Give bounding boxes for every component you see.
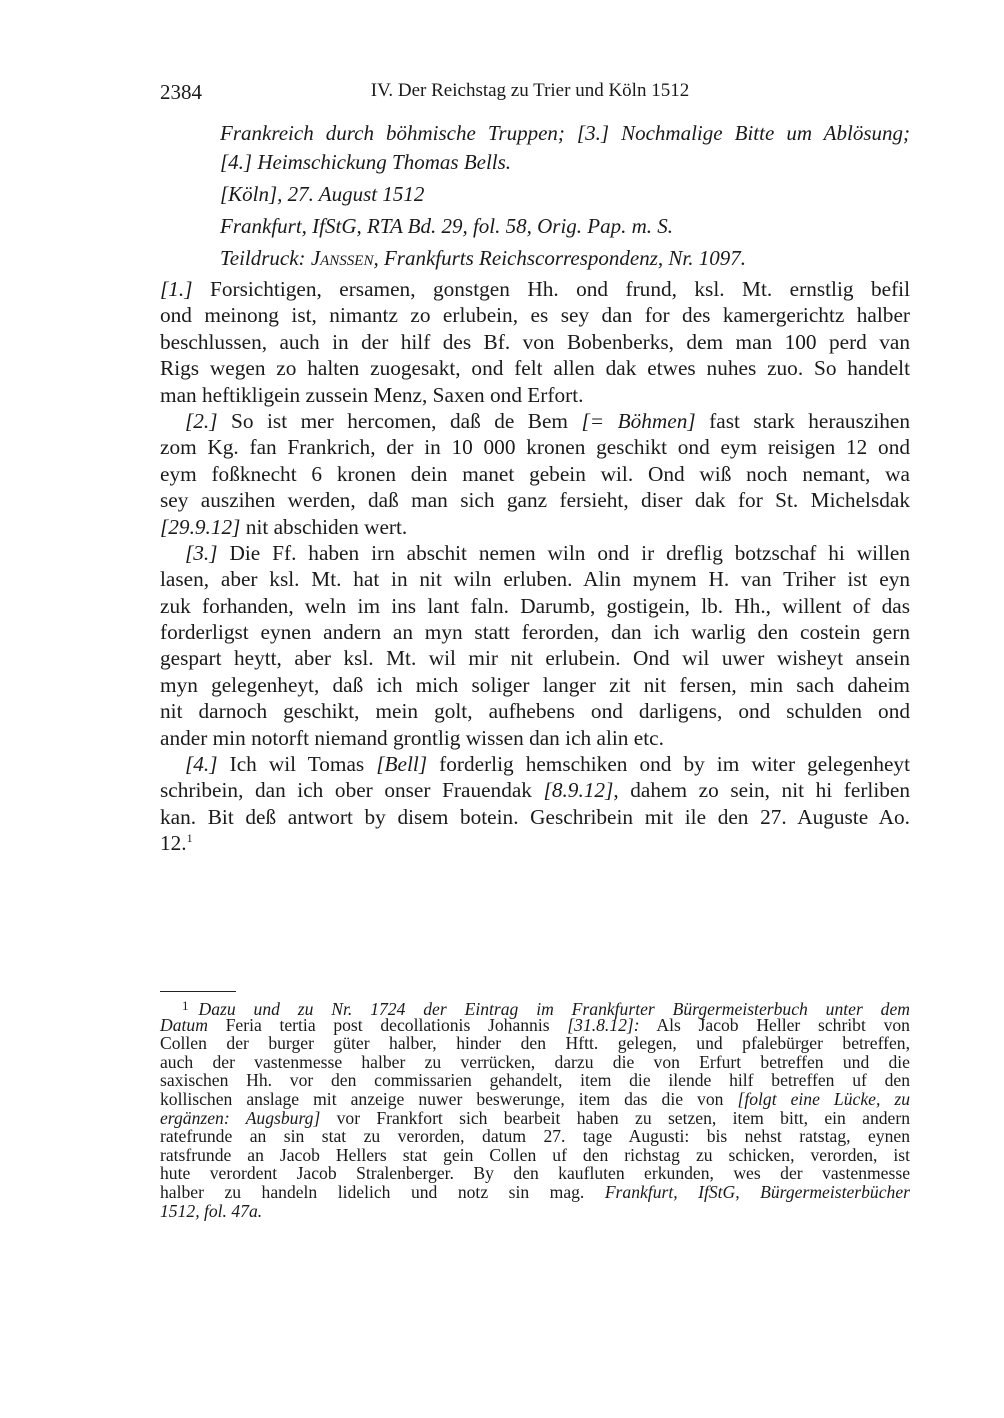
paragraph-line (160, 804, 910, 830)
text-segment: Janssen (310, 246, 374, 270)
document-heading (220, 120, 910, 274)
text-segment: Dazu und zu Nr. 1724 der Eintrag im Frankfurter Bürgermeisterbuch unter dem (198, 999, 910, 1019)
text-segment: auch der vastenmesse halber zu verrücken, darzu die von Erfurt betreffen und die (160, 1051, 910, 1072)
paragraph-line (160, 276, 910, 302)
text-segment: nit abschiden wert. (240, 514, 408, 539)
paragraph-line (160, 382, 910, 408)
text-segment: Feria tertia post decollationis Johannis (207, 1014, 568, 1035)
text-segment: ander min notorft niemand grontlig wissen dan ich alin etc. (160, 725, 664, 750)
text-segment: [3.] (185, 540, 218, 565)
text-segment: saxischen Hh. vor den commissarien gehandelt, item die ilende hilf betreffen uf den (160, 1070, 910, 1091)
text-segment: schribein, dan ich ober onser Frauendak (160, 778, 544, 803)
heading-line (220, 146, 910, 178)
text-segment: [= Böhmen] (581, 408, 696, 433)
paragraph-line (160, 725, 910, 751)
paragraph-line (160, 302, 910, 328)
paragraph-line (160, 461, 910, 487)
running-title: IV. Der Reichstag zu Trier und Köln 1512 (370, 80, 690, 101)
text-segment: [31.8.12]: (567, 1014, 640, 1035)
page-number: 2384 (160, 80, 202, 104)
footnote-line (160, 1146, 910, 1165)
text-segment: sey auszihen werden, daß man sich ganz fersieht, diser dak for St. Michelsdak (160, 488, 910, 513)
paragraph-line (160, 355, 910, 381)
paragraph-line (160, 777, 910, 803)
text-segment: Die Ff. haben irn abschit nemen wiln ond ir dreflig botzschaf hi willen (217, 540, 910, 565)
text-segment: forderlig hemschiken ond by im witer gelegenheyt (427, 752, 910, 777)
footnote-line (160, 997, 910, 1019)
text-segment: [2.] (185, 408, 218, 433)
paragraph-line (160, 593, 910, 619)
footnote-line (160, 1164, 910, 1183)
text-segment: ond meinong ist, nimantz zo erlubein, es sey dan for des kamergerichtz halber (160, 303, 910, 328)
text-segment: zuk forhanden, weln im ins lant faln. Darumb, gostigein, lb. Hh., willent of das (160, 593, 910, 618)
paragraph-line (160, 566, 910, 592)
heading-line (220, 210, 910, 242)
text-segment: forderligst eynen andern an myn statt ferorden, dan ich warlig den costein gern (160, 620, 910, 645)
footnote-line (160, 1053, 910, 1072)
footnote-number: 1 (182, 998, 189, 1013)
footnote-line (160, 1202, 910, 1221)
text-segment: Frankfurt, IfStG, RTA Bd. 29, fol. 58, Orig. Pap. m. S. (220, 214, 674, 238)
text-segment: Forsichtigen, ersamen, gonstgen Hh. ond frund, ksl. Mt. ernstlig befil (192, 277, 910, 301)
footnote-line (160, 1090, 910, 1109)
text-segment: gespart heytt, aber ksl. Mt. wil mir nit erlubein. Ond wil uwer wisheyt ansein (160, 646, 910, 671)
footnote-reference[interactable]: 1 (186, 831, 193, 846)
paragraph-line (160, 329, 910, 355)
paragraph-line (160, 514, 910, 540)
paragraph-line (160, 408, 910, 434)
text-segment: So ist mer hercomen, daß de Bem (217, 408, 582, 433)
text-segment: Frankreich durch böhmische Truppen; [3.] Nochmalige Bitte um Ablösung; (220, 121, 910, 145)
text-segment: , Frankfurts Reichscorrespondenz, Nr. 1097. (373, 246, 747, 270)
text-segment: Ich wil Tomas (217, 752, 377, 777)
text-segment: kan. Bit deß antwort by disem botein. Geschribein mit ile den 27. Auguste Ao. (160, 804, 910, 829)
text-segment: Collen der burger güter halber, hinder den Hftt. gelegen, und pfalebürger betreffen, (160, 1033, 910, 1054)
text-segment: Frankfurt, IfStG, Bürgermeisterbücher (604, 1181, 910, 1202)
text-segment: [Köln], 27. August 1512 (220, 182, 425, 206)
footnote-line (160, 1071, 910, 1090)
text-segment: eym foßknecht 6 kronen dein manet gebein wil. Ond wiß noch nemant, wa (160, 461, 910, 486)
text-segment: [8.9.12] (543, 778, 614, 803)
text-segment: beschlussen, auch in der hilf des Bf. von Bobenberks, dem man 100 perd van (160, 329, 910, 354)
text-segment: zom Kg. fan Frankrich, der in 10 000 kronen geschikt ond eym reisigen 12 ond (160, 435, 910, 460)
paragraph-line (160, 487, 910, 513)
text-segment: 1512, fol. 47a. (160, 1200, 263, 1221)
text-segment: [4.] (185, 752, 218, 777)
text-segment: [folgt eine Lücke, zu (737, 1088, 911, 1109)
text-segment: 12. (160, 831, 187, 856)
footnote (160, 997, 910, 1220)
text-segment: ratefrunde an sin stat zu verorden, datum 27. tage Augusti: bis nehst ratstag, eynen (160, 1126, 910, 1147)
text-segment: fast stark herauszihen (695, 408, 910, 433)
text-segment: ergänzen: Augsburg] (160, 1107, 321, 1128)
footnote-line (160, 1034, 910, 1053)
text-segment: Rigs wegen zo halten zuogesakt, ond felt allen dak etwes nuhes zuo. So handelt (160, 356, 910, 381)
text-segment: kollischen anslage mit anzeige nuwer beswerunge, item das die von (160, 1088, 738, 1109)
footnote-line (160, 1016, 910, 1035)
paragraph-line (160, 619, 910, 645)
heading-line (220, 242, 910, 274)
paragraph-line (160, 645, 910, 671)
text-segment: halber zu handeln lidelich und notz sin mag. (160, 1181, 605, 1202)
paragraph-line (160, 434, 910, 460)
text-segment: man heftikligein zussein Menz, Saxen ond Erfort. (160, 382, 584, 407)
text-segment: [1.] (160, 277, 193, 301)
paragraph-line (160, 830, 910, 856)
main-text (160, 276, 910, 857)
paragraph-line (160, 698, 910, 724)
text-segment: myn gelegenheyt, daß ich mich soliger langer zit nit fersen, min sach daheim (160, 672, 910, 697)
text-segment: [Bell] (376, 752, 428, 777)
text-segment: hute verordent Jacob Stralenberger. By den kaufluten erkunden, wes der vastenmesse (160, 1163, 910, 1184)
paragraph-line (160, 751, 910, 777)
heading-line (220, 120, 910, 146)
text-segment: [4.] Heimschickung Thomas Bells. (220, 150, 512, 174)
text-segment: ratsfrunde an Jacob Hellers stat gein Collen uf den richstag zu schicken, verorden, ist (160, 1144, 910, 1165)
paragraph-line (160, 672, 910, 698)
paragraph-line (160, 540, 910, 566)
footnote-divider (160, 991, 236, 992)
heading-line (220, 178, 910, 210)
footnote-line (160, 1127, 910, 1146)
text-segment: [29.9.12] (160, 514, 241, 539)
text-segment: vor Frankfort sich bearbeit haben zu setzen, item bitt, ein andern (320, 1107, 910, 1128)
text-segment: lasen, aber ksl. Mt. hat in nit wiln erluben. Alin mynem H. van Triher ist eyn (160, 567, 910, 592)
footnote-line (160, 1109, 910, 1128)
text-segment: nit darnoch geschikt, mein golt, aufhebens ond darligens, ond schulden ond (160, 699, 910, 724)
text-segment: Teildruck: (220, 246, 311, 270)
text-segment: Als Jacob Heller schribt von (639, 1014, 910, 1035)
text-segment: , dahem zo sein, nit hi ferliben (613, 778, 910, 803)
footnote-line (160, 1183, 910, 1202)
text-segment: Datum (160, 1014, 208, 1035)
